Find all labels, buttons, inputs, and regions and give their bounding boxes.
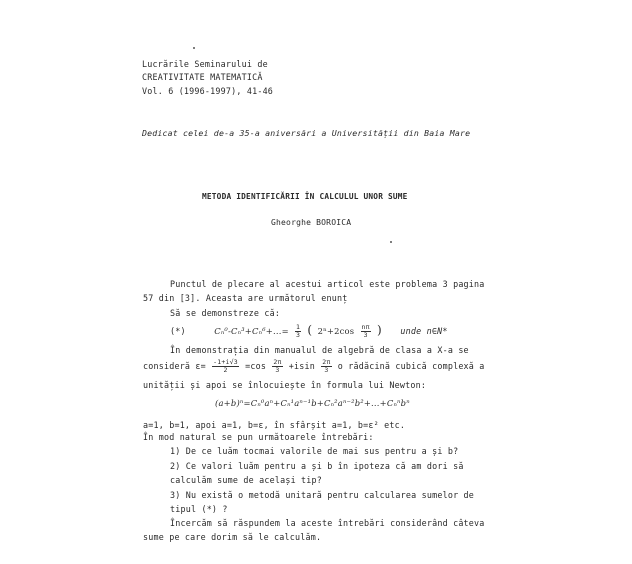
fraction: $\frac{-1+i√3}{2}$ — [213, 358, 238, 374]
fraction: $\frac{1}{3}$ — [296, 323, 301, 339]
scan-speck — [193, 47, 195, 49]
question-3-cont: tipul (*) ? — [170, 504, 228, 514]
paragraph-line: În demonstrația din manualul de algebră de clasa a X-a se — [170, 345, 469, 355]
question-3: 3) Nu există o metodă unitară pentru calcularea sumelor de — [170, 490, 475, 500]
paragraph-line: unității și apoi se înlocuiește în formula lui Newton: — [143, 380, 427, 390]
equation-condition: unde n∈N* — [400, 326, 448, 336]
equation-lhs: Cₙ⁰-Cₙ³+Cₙ⁶+...= — [214, 326, 289, 336]
paragraph-line: Punctul de plecare al acestui articol este problema 3 pagina — [170, 279, 485, 289]
equation-middle: 2ⁿ+2cos — [317, 326, 355, 336]
paragraph-line: Încercăm să răspundem la aceste întrebări considerând câteva — [170, 518, 485, 528]
dedication: Dedicat celei de-a 35-a aniversări a Universității din Baia Mare — [142, 128, 471, 138]
paragraph-line: În mod natural se pun următoarele întrebări: — [143, 432, 374, 442]
fraction: $\frac{2\pi}{3}$ — [322, 358, 331, 374]
journal-name-line: Lucrările Seminarului de — [142, 59, 268, 69]
newton-formula: (a+b)ⁿ=Cₙ⁰aⁿ+Cₙ¹aⁿ⁻¹b+Cₙ²aⁿ⁻²b²+...+Cₙⁿbⁿ — [215, 398, 410, 408]
journal-subtitle-line: CREATIVITATE MATEMATICĂ — [142, 72, 263, 82]
question-1: 1) De ce luăm tocmai valorile de mai sus pentru a și b? — [170, 446, 459, 456]
question-2: 2) Ce valori luăm pentru a și b în ipoteza că am dori să — [170, 461, 464, 471]
paragraph-line-epsilon: consideră ε= $\frac{-1+i√3}{2}$ =cos $\frac{2\pi}{3}$ +isin $\frac{2\pi}{3}$ o rădăcină cubică complexă a — [143, 358, 485, 374]
fraction: $\frac{2\pi}{3}$ — [273, 358, 282, 374]
fraction: $\frac{n\pi}{3}$ — [361, 323, 370, 339]
question-2-cont: calculăm sume de același tip? — [170, 475, 323, 485]
equation-star: (*) Cₙ⁰-Cₙ³+Cₙ⁶+...= $\frac{1}{3}$ ( 2ⁿ+2cos $\frac{n\pi}{3}$ ) unde n∈N* — [170, 323, 448, 339]
journal-volume-line: Vol. 6 (1996-1997), 41-46 — [142, 86, 274, 96]
author-name: Gheorghe BOROICA — [271, 218, 352, 227]
paragraph-line: Să se demonstreze că: — [170, 308, 281, 318]
paragraph-line: a=1, b=1, apoi a=1, b=ε, în sfârșit a=1, b=ε² etc. — [143, 420, 406, 430]
paragraph-line: 57 din [3]. Aceasta are următorul enunț — [143, 293, 348, 303]
scan-speck — [390, 241, 392, 243]
paragraph-line: sume pe care dorim să le calculăm. — [143, 532, 322, 542]
equation-label: (*) — [170, 326, 186, 336]
article-title: METODA IDENTIFICĂRII ÎN CALCULUL UNOR SUME — [202, 192, 408, 201]
